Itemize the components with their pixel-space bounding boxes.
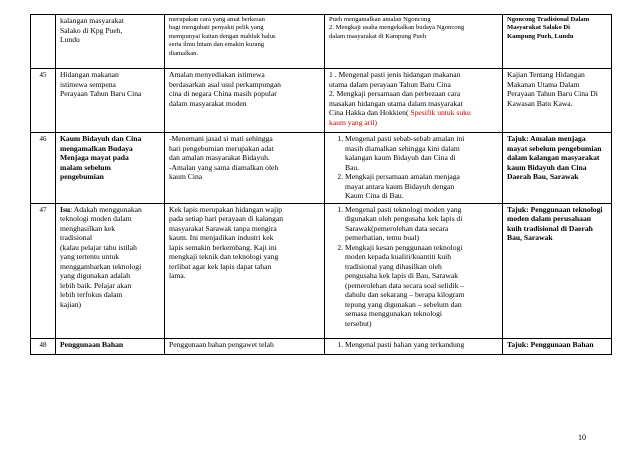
cell-line: Kek lapis merupakan hidangan wajip bbox=[169, 204, 283, 214]
cell-line: lama. bbox=[169, 271, 186, 280]
cell-line: dalam masyarakat moden bbox=[169, 98, 247, 108]
cell-line: Daerah Bau, Sarawak bbox=[507, 172, 579, 181]
cell-line: -Menemani jasad si mati sehingga bbox=[169, 134, 273, 143]
cell-line: istimewa sempena bbox=[60, 79, 116, 89]
cell-line: menggambarkan teknologi bbox=[60, 261, 142, 271]
cell-line: lebih baik. Pelajar akan bbox=[60, 280, 132, 290]
cell-line: terlibat agar kek lapis dapat tahan bbox=[169, 261, 272, 271]
cell-line: mengkaji teknik dan teknologi yang bbox=[169, 252, 279, 261]
cell-line: Amalan menyediakan istimewa bbox=[169, 70, 265, 79]
list-item bbox=[345, 205, 498, 243]
cell-line: 1. Mengenal pasti bahan yang terkandung bbox=[345, 339, 465, 349]
rationale-cell bbox=[165, 133, 325, 204]
cell-line: pengusaha kek lapis di Bau, Sarawak bbox=[345, 271, 459, 280]
cell-line: digunakan oleh pengusaha kek lapis di bbox=[345, 214, 463, 223]
cell-line: Ngoncong Tradisional Dalam bbox=[507, 16, 590, 23]
cell-line: mayat antara kaum Bidayuh dengan bbox=[345, 181, 455, 191]
cell-line: -Amalan yang sama diamalkan oleh bbox=[169, 162, 279, 172]
list-item bbox=[345, 243, 498, 329]
row-number-cell: 45 bbox=[31, 69, 56, 133]
cell-line: lebih terfokus dalam bbox=[60, 290, 123, 299]
cell-line bbox=[329, 108, 498, 118]
cell-line: 1 . Mengenal pasti jenis hidangan makanan bbox=[329, 70, 461, 79]
table-row bbox=[31, 15, 612, 69]
title-cell bbox=[503, 15, 612, 69]
cell-text: : Adakah menggunakan bbox=[70, 204, 142, 214]
title-cell bbox=[503, 133, 612, 204]
cell-line: Kajian Tentang Hidangan bbox=[507, 70, 585, 79]
cell-line: Penggunaan bahan pengawet telah bbox=[169, 339, 274, 349]
issue-cell bbox=[56, 133, 165, 204]
rationale-cell bbox=[165, 203, 325, 338]
cell-line: mempunyai kaitan dengan mahluk halus bbox=[169, 32, 276, 40]
issue-cell bbox=[56, 203, 165, 338]
row-number-cell: 46 bbox=[31, 133, 56, 204]
cell-line: menghasilkan kek bbox=[60, 223, 116, 233]
cell-line: Lundu bbox=[60, 35, 80, 44]
table-row bbox=[31, 338, 612, 354]
cell-line: lapis semakin berkembang. Kaji ini bbox=[169, 242, 277, 252]
list-item bbox=[345, 172, 498, 201]
cell-line: 2. Mengkaji kesan penggunaan teknologi bbox=[345, 242, 463, 252]
cell-line: tradisional bbox=[60, 233, 93, 242]
cell-line: Kampung Pueh, Lundu bbox=[507, 32, 574, 40]
research-topics-table bbox=[30, 14, 612, 355]
rationale-cell bbox=[165, 69, 325, 133]
cell-line: semasa menggunakan teknologi bbox=[345, 309, 443, 318]
note-text: kaum yang aril) bbox=[329, 117, 378, 127]
cell-line: mengamalkan Budaya bbox=[60, 143, 133, 153]
table-row bbox=[31, 133, 612, 204]
objectives-cell bbox=[325, 15, 503, 69]
cell-line: masih diamalkan sehingga kini dalam bbox=[345, 143, 460, 153]
cell-line: moden dalam perusahaan bbox=[507, 214, 591, 223]
cell-line bbox=[60, 205, 160, 215]
cell-line: Menjaga mayat pada bbox=[60, 153, 129, 162]
cell-line: dalam kalangan masyarakat bbox=[507, 153, 600, 162]
objectives-cell bbox=[325, 69, 503, 133]
cell-line: kaum Bidayuh dan Cina bbox=[507, 162, 587, 172]
cell-line: (pemerolehan data secara soal selidik – bbox=[345, 280, 465, 290]
objectives-list bbox=[329, 205, 498, 329]
cell-line: 2. Mengkaji usaha mengekalkan budaya Ngoncong bbox=[329, 24, 465, 32]
cell-line: 2. Mengkaji persamaan dan perbezaan cara bbox=[329, 89, 461, 98]
page-number: 10 bbox=[578, 433, 586, 442]
cell-line: Bau, Sarawak bbox=[507, 233, 553, 242]
cell-line: Tajuk: Amalan menjaga bbox=[507, 134, 586, 143]
rationale-cell bbox=[165, 338, 325, 354]
cell-line: merupakan cara yang amat berkesan bbox=[169, 16, 265, 23]
cell-line: kaum Cina bbox=[169, 172, 203, 181]
cell-line: kalangan kaum Bidayuh dan Cina di bbox=[345, 153, 456, 162]
title-cell bbox=[503, 69, 612, 133]
cell-line: Hidangan makanan bbox=[60, 70, 119, 79]
cell-line: 2. Mengkaji persamaan amalan menjaga bbox=[345, 172, 460, 181]
cell-line: Masyarakat Salako Di bbox=[507, 24, 571, 32]
row-number-cell bbox=[31, 15, 56, 69]
title-cell bbox=[503, 203, 612, 338]
objectives-cell bbox=[325, 133, 503, 204]
issue-cell bbox=[56, 15, 165, 69]
cell-line: Penggunaan Bahan bbox=[60, 339, 124, 349]
cell-line: utama dalam perayaan Tahun Baru Cina bbox=[329, 79, 451, 89]
cell-line: Tajuk: Penggunaan teknologi bbox=[507, 204, 603, 214]
cell-line: dalam masyarakat di Kampung Pueh bbox=[329, 32, 427, 40]
cell-line: tradisional yang dihasilkan oleh bbox=[345, 261, 442, 271]
issue-cell bbox=[56, 69, 165, 133]
cell-line: Kawasan Batu Kawa. bbox=[507, 98, 573, 108]
cell-line: masakan hidangan utama dalam masyarakat bbox=[329, 98, 463, 108]
objectives-list bbox=[329, 134, 498, 201]
table-row bbox=[31, 69, 612, 133]
cell-line: masyarakat Sarawak tanpa mengira bbox=[169, 223, 277, 233]
cell-line: Kaum Bidayuh dan Cina bbox=[60, 134, 142, 143]
table-row bbox=[31, 203, 612, 338]
title-cell bbox=[503, 338, 612, 354]
rationale-cell bbox=[165, 15, 325, 69]
note-text: Spesifik untuk suku bbox=[410, 108, 471, 117]
cell-line: Makanan Utama Dalam bbox=[507, 79, 580, 89]
cell-line: Kaum Cina di Bau. bbox=[345, 191, 404, 200]
cell-line: 1. Mengenal pasti teknologi moden yang bbox=[345, 204, 462, 214]
cell-line: Salako di Kpg Pueh, bbox=[60, 25, 123, 35]
list-item bbox=[345, 134, 498, 172]
cell-line: kuih tradisional di Daerah bbox=[507, 223, 593, 233]
list-item bbox=[345, 340, 498, 350]
cell-line: Bau. bbox=[345, 162, 360, 172]
cell-line: moden kepada kualiti/kuantiti kuih bbox=[345, 252, 452, 261]
issue-label: Isu bbox=[60, 204, 71, 214]
cell-line: yang tertentu untuk bbox=[60, 252, 120, 261]
objectives-list bbox=[329, 340, 498, 350]
cell-line: berdasarkan asal usul perkampungan bbox=[169, 79, 281, 89]
cell-line: hari pengebumian merupakan adat bbox=[169, 143, 274, 153]
cell-line: Tajuk: Penggunaan Bahan bbox=[507, 339, 594, 349]
cell-line: diamalkan. bbox=[169, 49, 199, 57]
cell-line: (kalau pelajar tahu istilah bbox=[60, 242, 137, 252]
cell-line: serta ilmu hitam dan emakin kurang bbox=[169, 41, 265, 49]
cell-line: tepung yang digunakan – sebelum dan bbox=[345, 299, 462, 309]
cell-line: kalangan masyarakat bbox=[60, 16, 124, 25]
cell-line: kajian) bbox=[60, 299, 82, 309]
cell-line: pemerhatian, temu bual) bbox=[345, 233, 420, 242]
objectives-cell bbox=[325, 338, 503, 354]
cell-line: tersebut) bbox=[345, 318, 372, 328]
cell-line: malam sebelum bbox=[60, 162, 111, 172]
cell-line: teknologi moden dalam bbox=[60, 214, 132, 223]
cell-line: bagi mengubati penyakit pelik yang bbox=[169, 24, 264, 32]
cell-line: dahulu dan sekarang – berapa kilogram bbox=[345, 290, 465, 299]
cell-line: Perayaan Tahun Baru Cina Di bbox=[507, 89, 598, 98]
cell-text: Cina Hakka dan Hokkien( bbox=[329, 108, 411, 117]
cell-line: 1. Mengenal pasti sebab-sebab amalan ini bbox=[345, 134, 465, 143]
cell-line: pengebumian bbox=[60, 172, 104, 181]
objectives-cell bbox=[325, 203, 503, 338]
cell-line: pada setiap hari perayaan di kalangan bbox=[169, 214, 284, 223]
cell-line: mayat sebelum pengebumian bbox=[507, 143, 602, 153]
cell-line: Perayaan Tahun Baru Cina bbox=[60, 89, 142, 98]
cell-line: kaum. Ini menjadikan industri kek bbox=[169, 233, 274, 242]
issue-cell bbox=[56, 338, 165, 354]
cell-line: cina di negara China masih popular bbox=[169, 89, 277, 98]
row-number-cell: 47 bbox=[31, 203, 56, 338]
row-number-cell: 48 bbox=[31, 338, 56, 354]
cell-line: dan amalan masyarakat Bidayuh. bbox=[169, 153, 270, 162]
cell-line: Sarawak(pemerolehan data secara bbox=[345, 223, 449, 233]
cell-line: Pueh mengamalkan amalan Ngoncong bbox=[329, 16, 431, 23]
cell-line: yang digunakan adalah bbox=[60, 271, 131, 280]
